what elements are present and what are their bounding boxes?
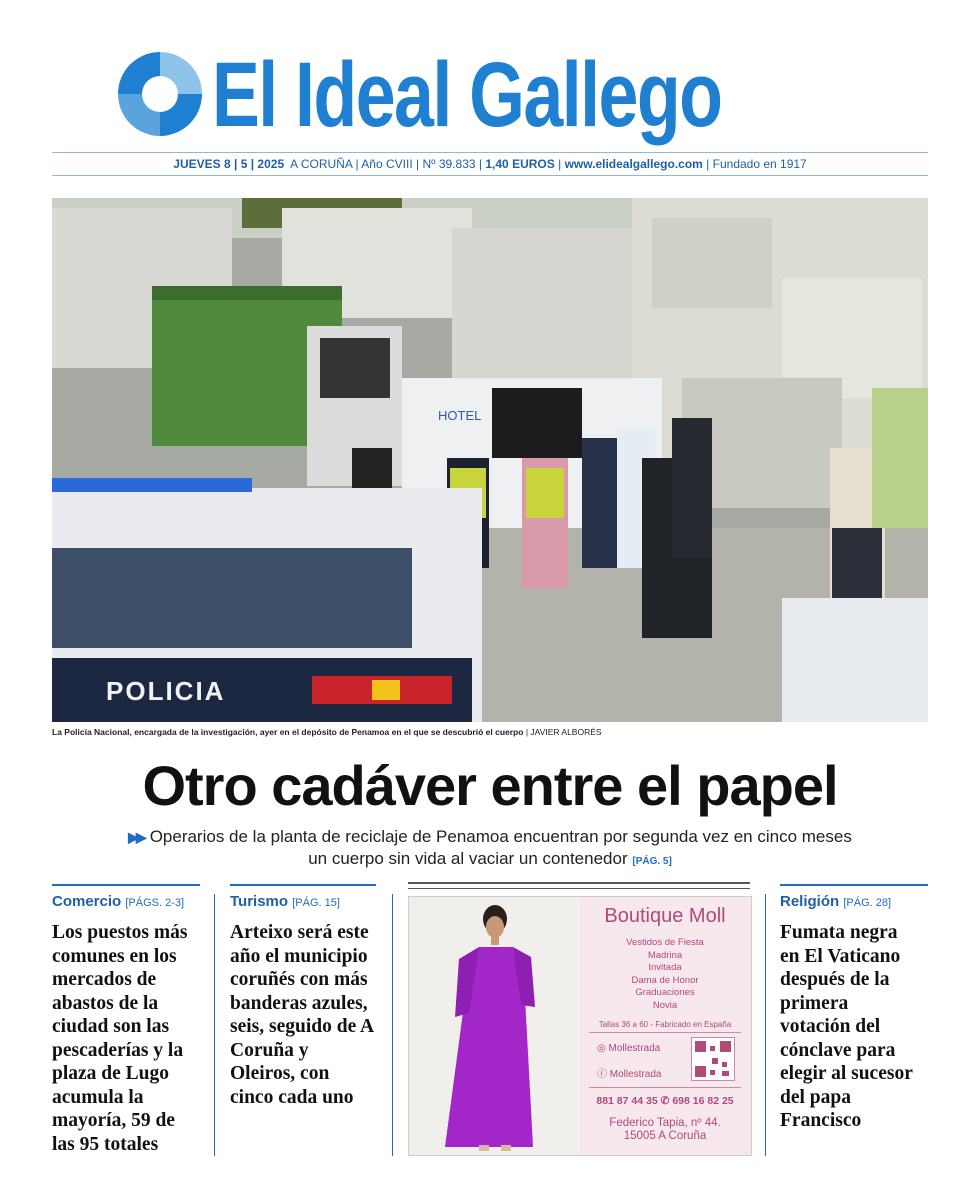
address-line: Federico Tapia, nº 44. [609, 1117, 721, 1129]
founded-note: Fundado en 1917 [712, 157, 807, 171]
dateline: JUEVES 8 | 5 | 2025 A CORUÑA | Año CVIII | Nº 39.833 | 1,40 EUROS | www.elidealgallego.com | Fundado en 1917 [52, 152, 928, 176]
ad-model-image [409, 897, 577, 1155]
newspaper-logo-icon [118, 52, 202, 136]
story-text: Los puestos más comunes en los mercados de abastos de la ciudad son las pescaderías y la plaza de Lugo acumula la mayoría, 59 de las 95 totales [52, 922, 188, 1155]
boutique-ad[interactable] [408, 896, 752, 1156]
masthead [0, 40, 980, 150]
issue-volume: Año CVIII [361, 157, 413, 171]
ad-divider [589, 1032, 741, 1033]
service-item: Novia [652, 999, 678, 1011]
whatsapp-icon: ✆ [660, 1095, 670, 1107]
van-label: HOTEL [438, 408, 482, 423]
model-dress-illustration [409, 897, 577, 1155]
column-rule [230, 884, 376, 886]
subhead-page-ref: [PÁG. 5] [632, 856, 672, 867]
subhead-line1: Operarios de la planta de reciclaje de Penamoa encuentran por segunda vez en cinco meses [149, 827, 852, 846]
column-divider [765, 894, 766, 1156]
ad-instagram[interactable]: ◎ Mollestrada [597, 1043, 661, 1054]
story-text: Fumata negra en El Vaticano después de la primera votación del cónclave para elegir al sucesor del papa Francisco [780, 922, 913, 1131]
subhead-line2: un cuerpo sin vida al vaciar un contenedor [308, 849, 628, 868]
double-arrow-icon: ▶▶ [128, 829, 144, 845]
column-rule [780, 884, 928, 886]
issue-day: JUEVES 8 [173, 157, 231, 171]
photo-caption: La Policía Nacional, encargada de la investigación, ayer en el depósito de Penamoa en el que se descubrió el cuerpo | JAVIER ALBORÉS [52, 727, 602, 737]
lead-subhead [110, 826, 870, 872]
story-section: Turismo [PÁG. 15] [230, 893, 340, 910]
column-rule [52, 884, 200, 886]
car-label: POLICIA [106, 676, 226, 706]
ad-text-panel [579, 897, 751, 1155]
ad-divider [589, 1087, 741, 1088]
ad-brand: Boutique Moll [604, 905, 726, 927]
ad-services [579, 937, 751, 1012]
qr-code-icon[interactable] [691, 1037, 735, 1081]
issue-month: 5 [240, 157, 248, 171]
facebook-icon: ⓕ [597, 1069, 607, 1080]
website-link[interactable]: www.elidealgallego.com [564, 157, 703, 171]
ad-phones[interactable]: 881 87 44 35 ✆ 698 16 82 25 [596, 1095, 734, 1107]
ad-address [579, 1117, 751, 1143]
service-item: Madrina [647, 949, 683, 961]
ad-top-rule [408, 882, 750, 889]
service-item: Graduaciones [635, 987, 695, 998]
column-divider [214, 894, 215, 1156]
photo-credit: JAVIER ALBORÉS [530, 727, 602, 737]
story-section: Religión [PÁG. 28] [780, 893, 892, 910]
ad-sizes: Tallas 36 a 60 - Fabricado en España [598, 1020, 732, 1029]
column-divider [392, 894, 393, 1156]
lead-photo [52, 198, 928, 722]
issue-price: 1,40 EUROS [485, 157, 555, 171]
caption-text: La Policía Nacional, encargada de la investigación, ayer en el depósito de Penamoa en el que se descubrió el cuerpo [52, 727, 524, 737]
lead-headline[interactable]: Otro cadáver entre el papel [142, 754, 838, 817]
issue-year: 2025 [257, 157, 285, 171]
service-item: Vestidos de Fiesta [626, 937, 704, 948]
issue-number: Nº 39.833 [422, 157, 476, 171]
story-section: Comercio [PÁGS. 2-3] [52, 893, 185, 910]
instagram-icon: ◎ [597, 1043, 606, 1054]
issue-city: A CORUÑA [290, 157, 353, 171]
service-item: Invitada [648, 962, 682, 973]
service-item: Dama de Honor [631, 974, 699, 986]
ad-facebook[interactable]: ⓕ Mollestrada [597, 1069, 662, 1080]
address-line: 15005 A Coruña [623, 1130, 707, 1142]
newspaper-title: El Ideal Gallego [212, 44, 722, 146]
lead-photo-illustration [52, 198, 928, 722]
story-text: Arteixo será este año el municipio coruñés con más banderas azules, seis, seguido de A Coruña y Oleiros, con cinco cada uno [230, 922, 374, 1108]
